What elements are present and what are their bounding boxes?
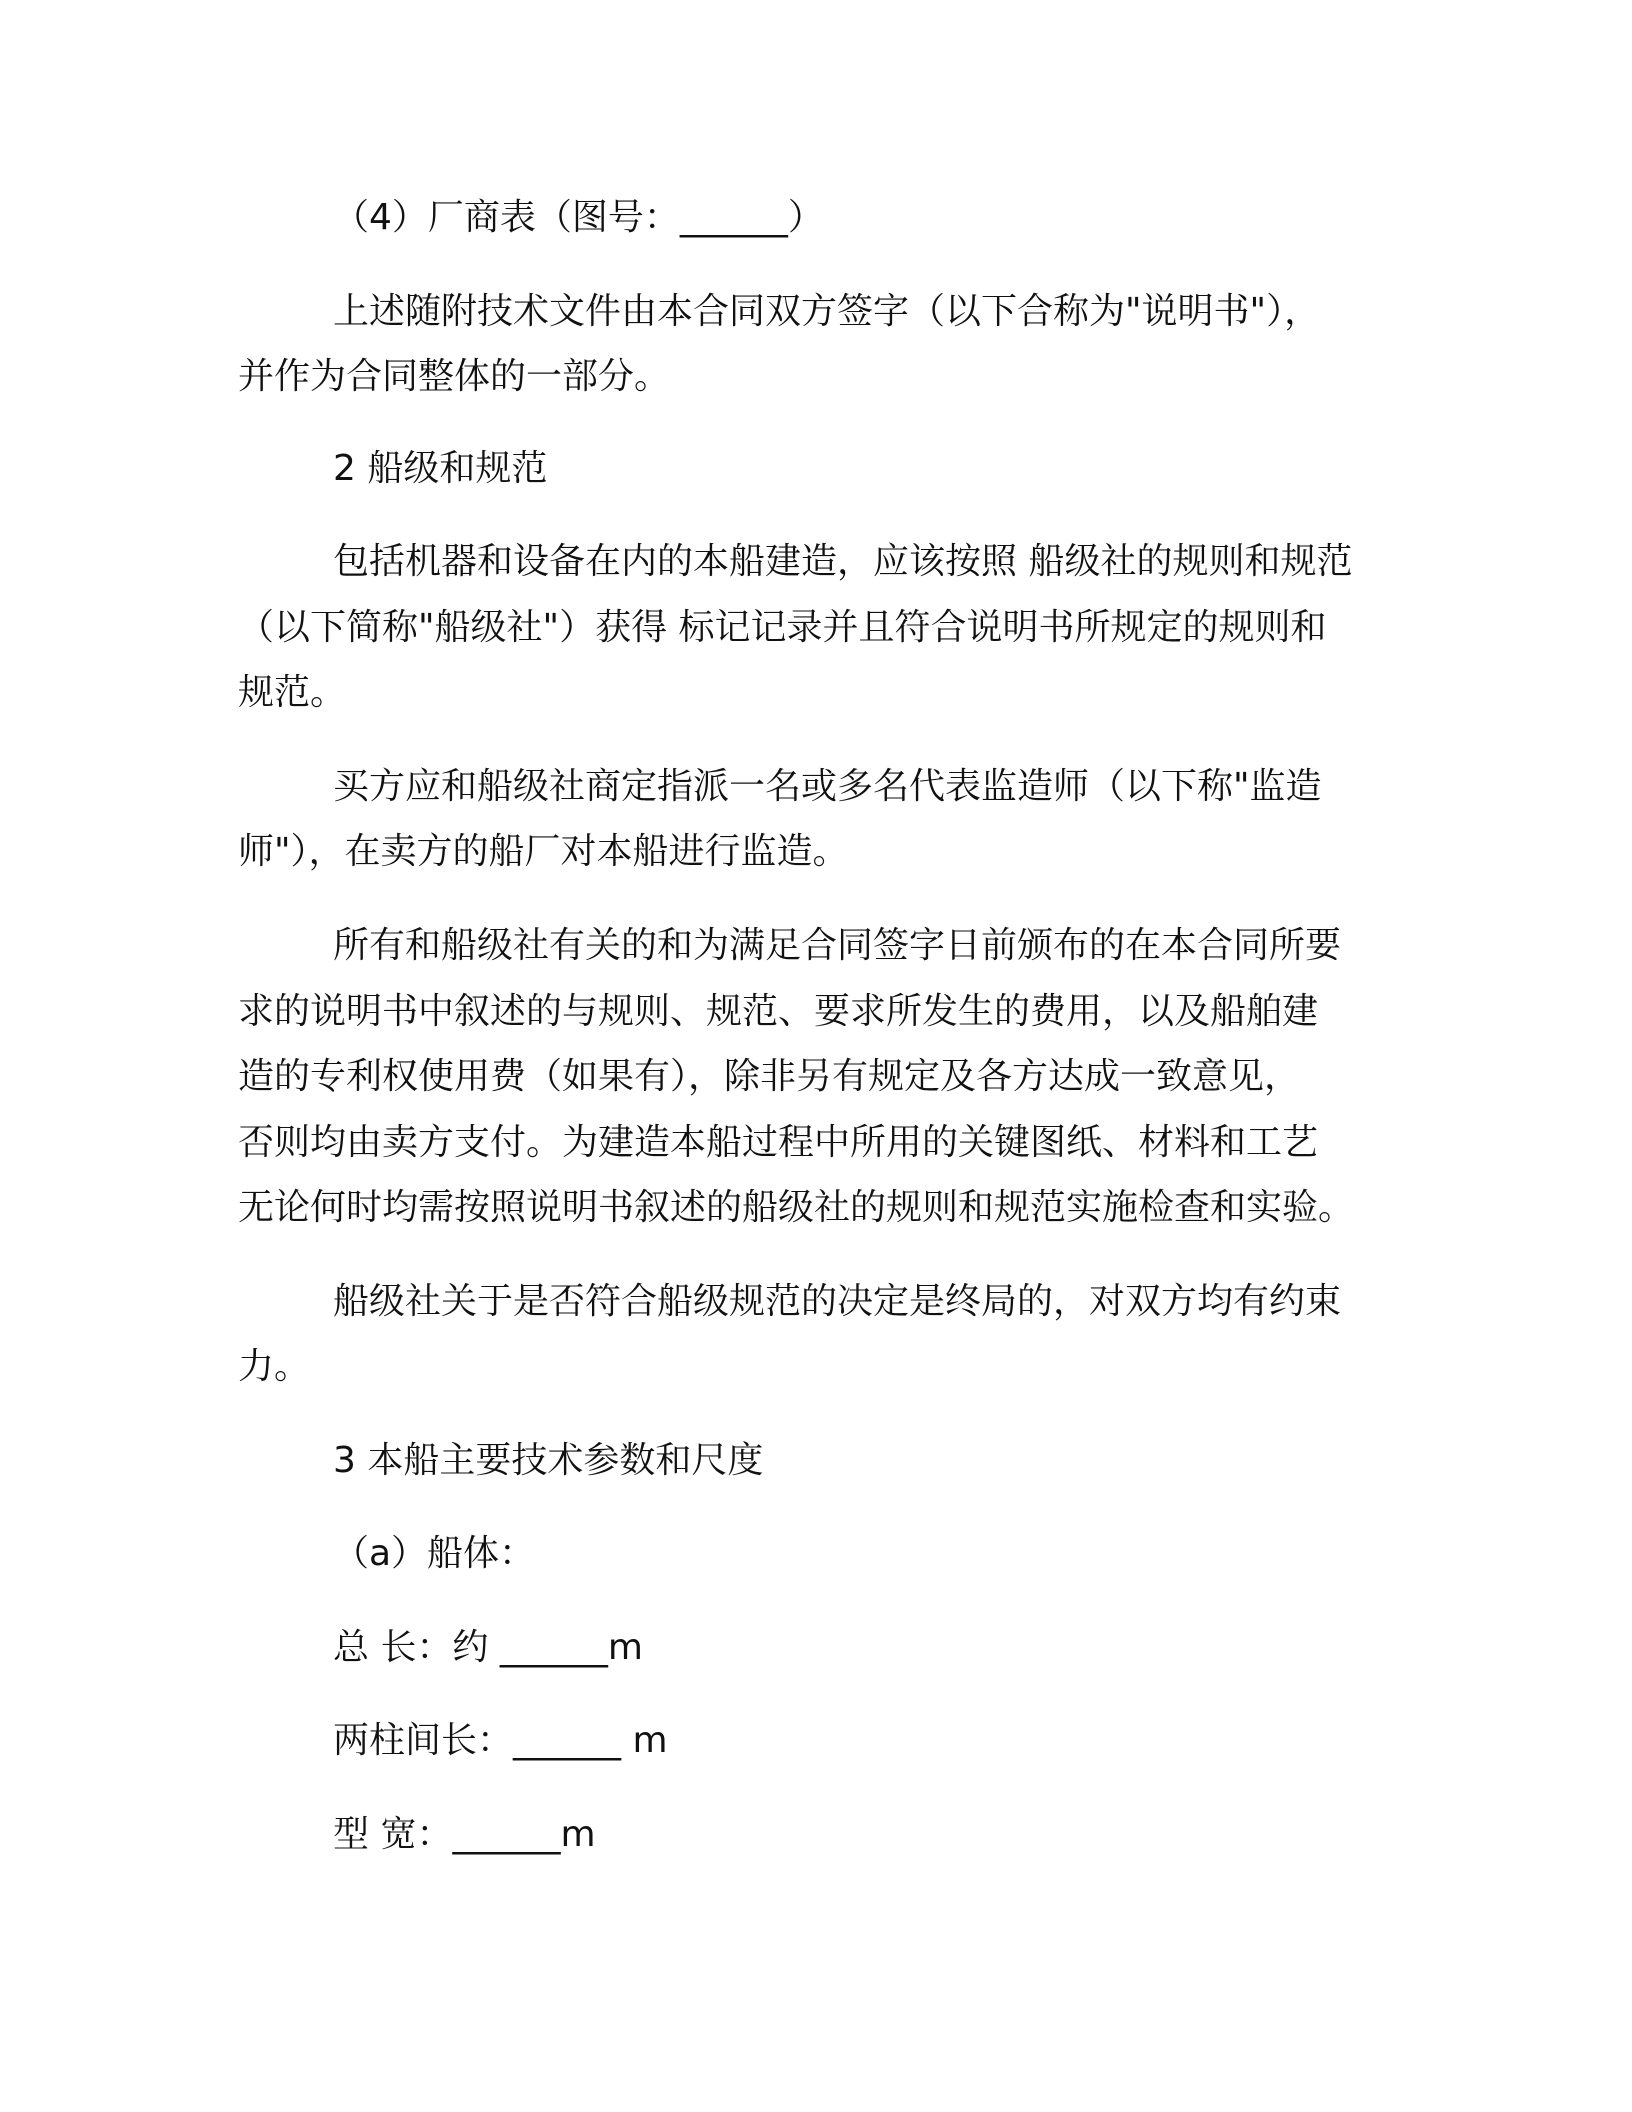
paragraph-line: 否则均由卖方支付。为建造本船过程中所用的关键图纸、材料和工艺 (238, 1122, 1319, 1163)
spec-item-length-bp: 两柱间长：______ m (333, 1720, 668, 1761)
paragraph-line: 无论何时均需按照说明书叙述的船级社的规则和规范实施检查和实验。 (238, 1187, 1355, 1228)
paragraph-line: 买方应和船级社商定指派一名或多名代表监造师（以下称"监造 (333, 766, 1322, 807)
paragraph-line: 师"），在卖方的船厂对本船进行监造。 (238, 831, 849, 872)
spec-item-moulded-breadth: 型 宽：______m (333, 1814, 596, 1855)
paragraph-line: （以下简称"船级社"）获得 标记记录并且符合说明书所规定的规则和 (238, 607, 1327, 648)
paragraph-line: 规范。 (238, 672, 347, 713)
paragraph-line: 并作为合同整体的一部分。 (238, 356, 671, 397)
paragraph-line: 上述随附技术文件由本合同双方签字（以下合称为"说明书"）， (333, 291, 1321, 332)
paragraph-line: 力。 (238, 1346, 311, 1387)
subsection-label: （a）船体： (333, 1533, 536, 1574)
section-heading: 3 本船主要技术参数和尺度 (333, 1440, 764, 1481)
spec-item-length-overall: 总 长：约 ______m (333, 1627, 643, 1668)
paragraph-line: 包括机器和设备在内的本船建造，应该按照 船级社的规则和规范 (333, 541, 1353, 582)
vendor-list-item: （4）厂商表（图号：______） (333, 197, 824, 238)
paragraph-line: 船级社关于是否符合船级规范的决定是终局的，对双方均有约束 (333, 1281, 1342, 1322)
paragraph-line: 求的说明书中叙述的与规则、规范、要求所发生的费用，以及船舶建 (238, 991, 1319, 1032)
paragraph-line: 造的专利权使用费（如果有），除非另有规定及各方达成一致意见， (238, 1056, 1301, 1097)
section-heading: 2 船级和规范 (333, 448, 548, 489)
paragraph-line: 所有和船级社有关的和为满足合同签字日前颁布的在本合同所要 (333, 925, 1342, 966)
